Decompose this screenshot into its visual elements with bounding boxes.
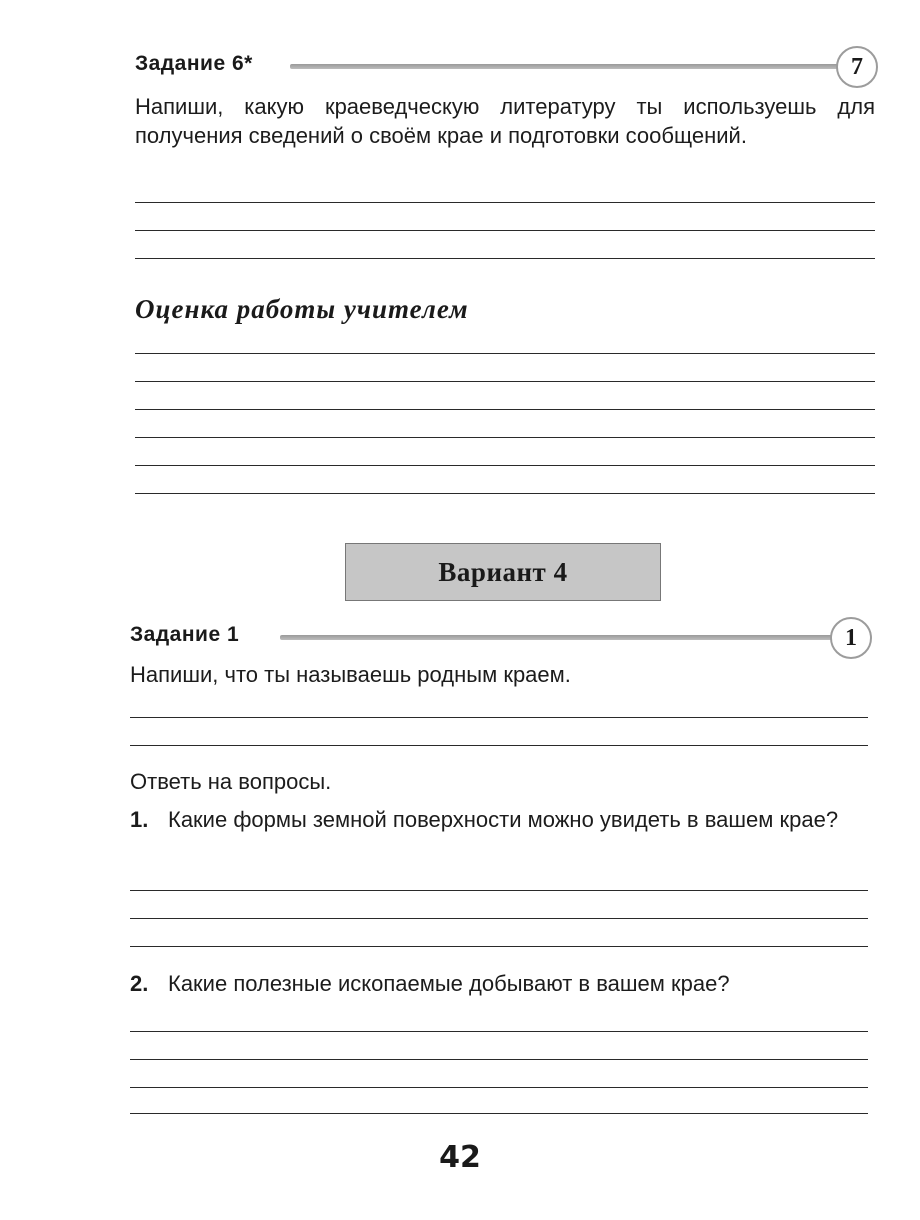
answer-line xyxy=(130,1059,868,1060)
answer-line xyxy=(130,890,868,891)
answer-line xyxy=(130,1113,868,1114)
page-number: 42 xyxy=(439,1140,481,1175)
answer-line xyxy=(135,202,875,203)
evaluation-title: Оценка работы учителем xyxy=(135,294,469,324)
task-6-text: Напиши, какую краеведческую литературу ты используешь для получения сведений о своём крае и подготовки сообщений. xyxy=(135,94,875,148)
task-1-text: Напиши, что ты называешь родным краем. xyxy=(130,662,571,687)
answer-line xyxy=(130,745,868,746)
answer-line xyxy=(135,230,875,231)
answer-line xyxy=(130,918,868,919)
answer-line xyxy=(130,1031,868,1032)
answer-line xyxy=(135,258,875,259)
answer-line xyxy=(130,717,868,718)
question-1-number: 1. xyxy=(130,807,149,832)
task-6-score-badge: 7 xyxy=(836,46,878,88)
question-1-text: Какие формы земной поверхности можно увидеть в вашем крае? xyxy=(168,807,839,832)
task-6-header xyxy=(0,46,920,86)
evaluation-line xyxy=(135,437,875,438)
question-2 xyxy=(130,969,875,998)
task-6-rule xyxy=(290,64,850,69)
evaluation-line xyxy=(135,353,875,354)
evaluation-line xyxy=(135,465,875,466)
answer-line xyxy=(130,1087,868,1088)
question-2-text: Какие полезные ископаемые добывают в вашем крае? xyxy=(168,971,730,996)
task-1-rule xyxy=(280,635,842,640)
evaluation-line xyxy=(135,409,875,410)
question-1 xyxy=(130,805,868,834)
task-1-score-badge: 1 xyxy=(830,617,872,659)
question-2-number: 2. xyxy=(130,971,149,996)
evaluation-line xyxy=(135,493,875,494)
variant-title: Вариант 4 xyxy=(438,556,568,587)
evaluation-line xyxy=(135,381,875,382)
task-1-header xyxy=(0,617,920,657)
task-1-instruction: Ответь на вопросы. xyxy=(130,769,332,794)
task-6-title: Задание 6* xyxy=(135,52,259,76)
task-1-title: Задание 1 xyxy=(130,623,245,647)
answer-line xyxy=(130,946,868,947)
variant-banner xyxy=(345,543,661,601)
